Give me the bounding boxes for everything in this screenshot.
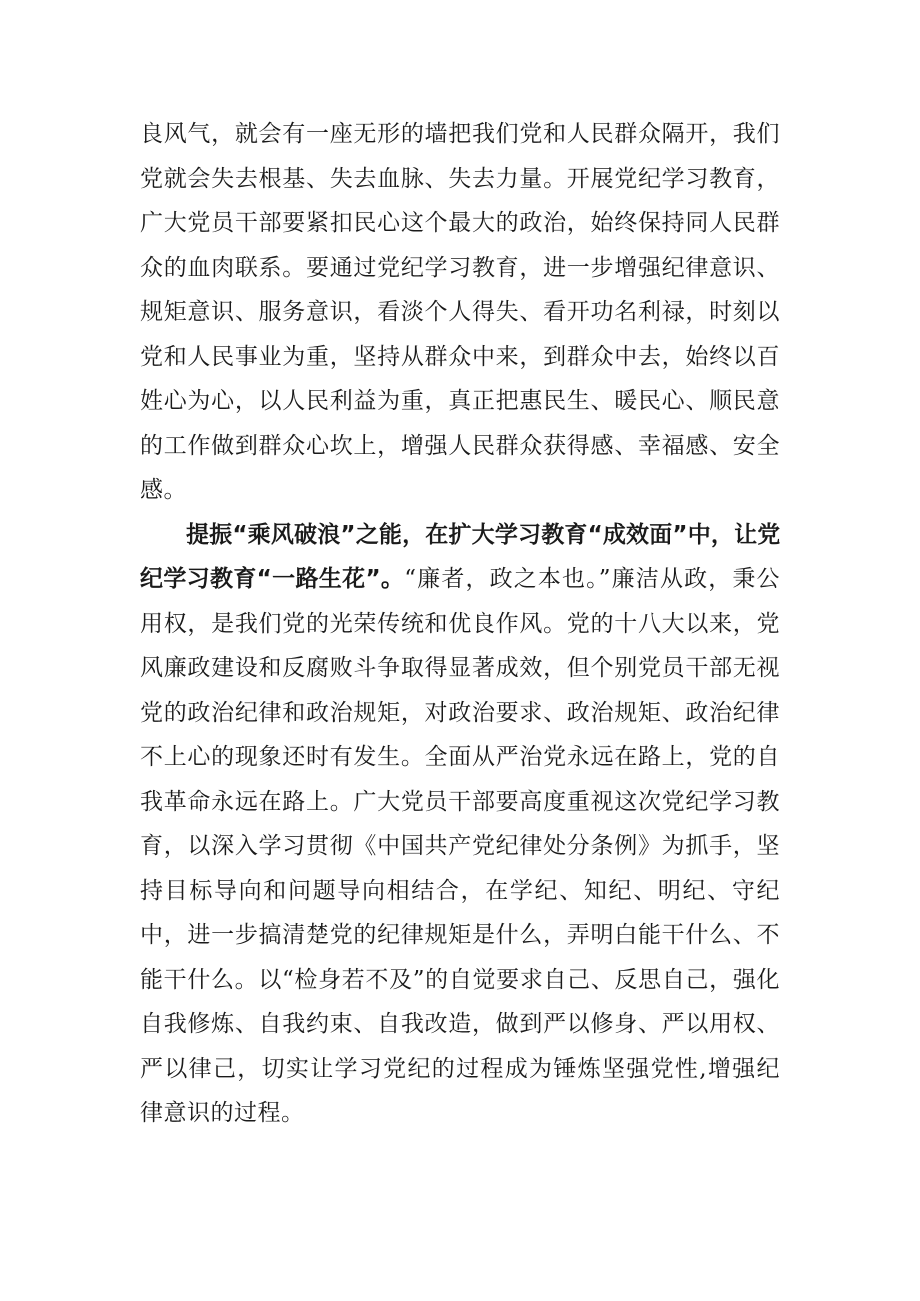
paragraph-1: 良风气，就会有一座无形的墙把我们党和人民群众隔开，我们党就会失去根基、失去血脉、失去力量。开展党纪学习教育，广大党员干部要紧扣民心这个最大的政治，始终保持同人民群众的血肉联系。要通过党纪学习教育，进一步增强纪律意识、规矩意识、服务意识，看淡个人得失、看开功名利禄，时刻以党和人民事业为重，坚持从群众中来，到群众中去，始终以百姓心为心，以人民利益为重，真正把惠民生、暖民心、顺民意的工作做到群众心坎上，增强人民群众获得感、幸福感、安全感。 [140, 121, 780, 503]
paragraph-2 [140, 513, 780, 1136]
paragraph-2-lead-sentence: 提振“乘风破浪”之能，在扩大学习教育“成效面”中，让党纪学习教育“一路生花”。 [140, 521, 780, 592]
document-body [140, 112, 780, 1136]
paragraph-2-body: “廉者，政之本也。”廉洁从政，秉公用权，是我们党的光荣传统和优良作风。党的十八大以来，党风廉政建设和反腐败斗争取得显著成效，但个别党员干部无视党的政治纪律和政治规矩，对政治要求、政治规矩、政治纪律不上心的现象还时有发生。全面从严治党永远在路上，党的自我革命永远在路上。广大党员干部要高度重视这次党纪学习教育，以深入学习贯彻《中国共产党纪律处分条例》为抓手，坚持目标导向和问题导向相结合，在学纪、知纪、明纪、守纪中，进一步搞清楚党的纪律规矩是什么，弄明白能干什么、不能干什么。以“检身若不及”的自觉要求自己、反思自己，强化自我修炼、自我约束、自我改造，做到严以修身、严以用权、严以律己，切实让学习党纪的过程成为锤炼坚强党性,增强纪律意识的过程。 [140, 566, 780, 1126]
